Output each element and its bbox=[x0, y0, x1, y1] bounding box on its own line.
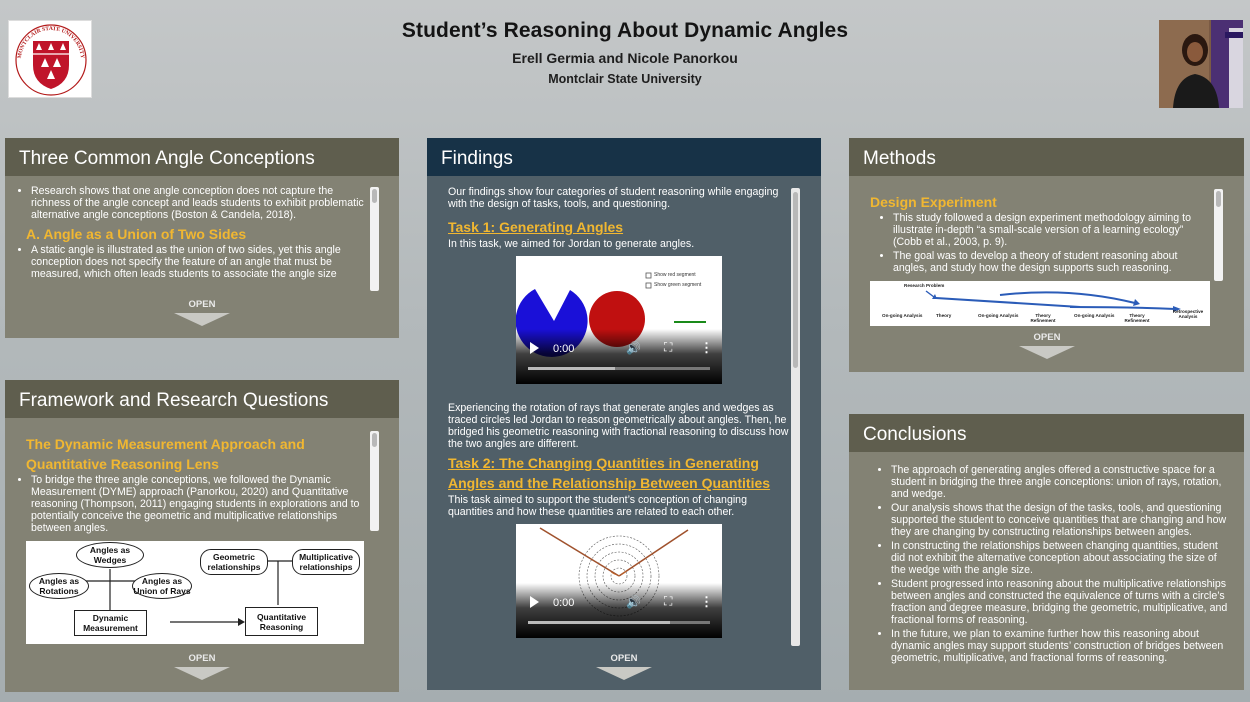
methods-subtitle: Design Experiment bbox=[870, 194, 997, 210]
conclusions-title: Conclusions bbox=[849, 414, 1244, 452]
task1-video-progress[interactable] bbox=[528, 367, 710, 370]
theory-refinement-2-label: Theory Refinement bbox=[1124, 313, 1150, 323]
conclusions-item-5: • In the future, we plan to examine further how this reasoning about dynamic angles may support students’ construction of bridges between geometric, multiplicative, and fractional forms of reasoning. bbox=[891, 628, 1231, 664]
poster-affiliation: Montclair State University bbox=[548, 72, 702, 86]
task1-video-time: 0:00 bbox=[553, 343, 575, 355]
more-options-icon[interactable]: ⋮ bbox=[700, 340, 713, 355]
framework-subtitle-line2: Quantitative Reasoning Lens bbox=[26, 456, 219, 472]
chevron-down-icon bbox=[174, 667, 230, 680]
theory-label: Theory bbox=[936, 313, 952, 318]
poster-authors: Erell Germia and Nicole Panorkou bbox=[512, 50, 738, 66]
conceptions-intro: • Research shows that one angle conception does not capture the richness of the angle concept and leads students to exhibit problematic alternative angle conceptions (Boston & Candela, 2018). bbox=[31, 185, 367, 221]
video1-option-green[interactable]: Show green segment bbox=[654, 282, 702, 288]
conceptions-scrollbar[interactable] bbox=[370, 187, 379, 291]
task1-video-player[interactable] bbox=[516, 256, 722, 384]
open-label: OPEN bbox=[188, 299, 216, 310]
framework-scrollbar[interactable] bbox=[370, 431, 379, 531]
author-video-thumbnail[interactable] bbox=[1159, 20, 1243, 108]
conclusions-item-4: • Student progressed into reasoning about the multiplicative relationships between angles and constructed the equivalence of turns with a circle’s fraction and degree measure, bridging the geometric, multiplicative, and fractional forms of reasoning. bbox=[891, 578, 1231, 626]
framework-panel bbox=[5, 380, 399, 692]
methods-panel bbox=[849, 138, 1244, 372]
ongoing-analysis-3-label: On-going Analysis bbox=[1074, 313, 1115, 318]
conclusions-item-1: • The approach of generating angles offered a constructive space for a student in bridging the three angle conceptions: union of rays, rotation, and wedge. bbox=[891, 464, 1231, 500]
chevron-down-icon bbox=[174, 313, 230, 326]
methods-open-button[interactable] bbox=[1017, 332, 1077, 359]
framework-diagram bbox=[26, 541, 364, 644]
more-options-icon[interactable]: ⋮ bbox=[700, 594, 713, 609]
conceptions-open-button[interactable] bbox=[172, 299, 232, 326]
framework-open-button[interactable] bbox=[172, 653, 232, 680]
findings-title: Findings bbox=[427, 138, 821, 176]
findings-after-video1: Experiencing the rotation of rays that generate angles and wedges as traced circles led Jordan to reason geometrically about angles. Then, he bridged his geometric reasoning with fractional reasoning to discuss how the two angles are different. bbox=[448, 402, 789, 450]
theory-refinement-1-label: Theory Refinement bbox=[1030, 313, 1056, 323]
task1-title-link[interactable]: Task 1: Generating Angles bbox=[448, 219, 624, 235]
task2-video-player[interactable] bbox=[516, 524, 722, 638]
volume-icon[interactable]: 🔊 bbox=[626, 341, 641, 355]
framework-subtitle-line1: The Dynamic Measurement Approach and bbox=[26, 436, 305, 452]
poster-title: Student’s Reasoning About Dynamic Angles bbox=[401, 19, 849, 42]
task2-text: This task aimed to support the student’s conception of changing quantities and how these quantities are related to each other. bbox=[448, 494, 747, 518]
chevron-down-icon bbox=[596, 667, 652, 680]
findings-intro: Our findings show four categories of student reasoning while engaging with the design of tasks, tools, and questioning. bbox=[448, 186, 779, 210]
task1-text: In this task, we aimed for Jordan to generate angles. bbox=[448, 238, 695, 250]
play-icon[interactable] bbox=[530, 596, 539, 608]
geometric-relationships-node: Geometric relationships bbox=[200, 549, 268, 575]
framework-text: • To bridge the three angle conceptions, we followed the Dynamic Measurement (DYME) approach (Panorkou, 2020) and Quantitative reasoning (Thompson, 2011) engaging students in explorations and to potentially conceive the geometric and multiplicative relationships between angles. bbox=[31, 474, 367, 534]
svg-text:MONTCLAIR STATE UNIVERSITY: MONTCLAIR STATE UNIVERSITY bbox=[16, 25, 86, 59]
methods-diagram bbox=[870, 281, 1210, 326]
conclusions-item-3: • In constructing the relationships between changing quantities, student did not exhibit the alternative conception about associating the size of the wedge with the angle size. bbox=[891, 540, 1231, 576]
findings-scrollbar[interactable] bbox=[791, 188, 800, 646]
conceptions-panel bbox=[5, 138, 399, 338]
angles-as-rotations-node: Angles as Rotations bbox=[29, 573, 89, 599]
task2-video-controls bbox=[516, 583, 722, 638]
quantitative-reasoning-node: Quantitative Reasoning bbox=[245, 607, 318, 636]
methods-item-2: • The goal was to develop a theory of student reasoning about angles, and study how the design supports such reasoning. bbox=[893, 250, 1211, 274]
video1-option-red[interactable]: Show red segment bbox=[654, 272, 696, 278]
fullscreen-icon[interactable]: ⛶ bbox=[664, 340, 673, 354]
retrospective-analysis-label: Retrospective Analysis bbox=[1172, 309, 1204, 319]
framework-title: Framework and Research Questions bbox=[5, 380, 399, 418]
findings-open-button[interactable] bbox=[594, 653, 654, 680]
conceptions-subheading-a: A. Angle as a Union of Two Sides bbox=[26, 226, 247, 242]
conclusions-item-2: • Our analysis shows that the design of the tasks, tools, and questioning supported the student to conceive quantities that are changing and how they are changing by constructing relationships between angles. bbox=[891, 502, 1231, 538]
conclusions-panel bbox=[849, 414, 1244, 690]
conclusions-content bbox=[869, 464, 1231, 686]
ongoing-analysis-2-label: On-going Analysis bbox=[978, 313, 1019, 318]
methods-content bbox=[853, 192, 1211, 278]
ongoing-analysis-1-label: On-going Analysis bbox=[882, 313, 923, 318]
open-label: OPEN bbox=[1033, 332, 1061, 343]
open-label: OPEN bbox=[610, 653, 638, 664]
angles-as-wedges-node: Angles as Wedges bbox=[76, 542, 144, 568]
fullscreen-icon[interactable]: ⛶ bbox=[664, 594, 673, 608]
dynamic-measurement-node: Dynamic Measurement bbox=[74, 610, 147, 636]
chevron-down-icon bbox=[1019, 346, 1075, 359]
task2-title-line2[interactable]: Angles and the Relationship Between Quantities bbox=[448, 475, 771, 491]
multiplicative-relationships-node: Multiplicative relationships bbox=[292, 549, 360, 575]
findings-panel bbox=[427, 138, 821, 690]
task2-title-line1[interactable]: Task 2: The Changing Quantities in Generating bbox=[448, 455, 759, 471]
conceptions-content bbox=[9, 185, 367, 293]
methods-title: Methods bbox=[849, 138, 1244, 176]
volume-icon[interactable]: 🔊 bbox=[626, 595, 641, 609]
methods-scrollbar[interactable] bbox=[1214, 189, 1223, 281]
conceptions-sub-a-text: • A static angle is illustrated as the union of two sides, yet this angle conception does not specify the feature of an angle that must be measured, which often leads students to associate the angle size bbox=[31, 244, 367, 280]
framework-content bbox=[9, 434, 367, 534]
conceptions-title: Three Common Angle Conceptions bbox=[5, 138, 399, 176]
task1-video-controls bbox=[516, 329, 722, 384]
task2-video-progress[interactable] bbox=[528, 621, 710, 624]
methods-item-1: • This study followed a design experiment methodology aiming to illustrate in-depth “a small-scale version of a learning ecology” (Cobb et al., 2003, p. 9). bbox=[893, 212, 1211, 248]
task2-video-time: 0:00 bbox=[553, 597, 575, 609]
presenter-avatar-icon bbox=[1159, 20, 1243, 108]
play-icon[interactable] bbox=[530, 342, 539, 354]
open-label: OPEN bbox=[188, 653, 216, 664]
angles-as-union-node: Angles as Union of Rays bbox=[132, 573, 192, 599]
research-problem-label: Research Problem bbox=[904, 283, 945, 288]
